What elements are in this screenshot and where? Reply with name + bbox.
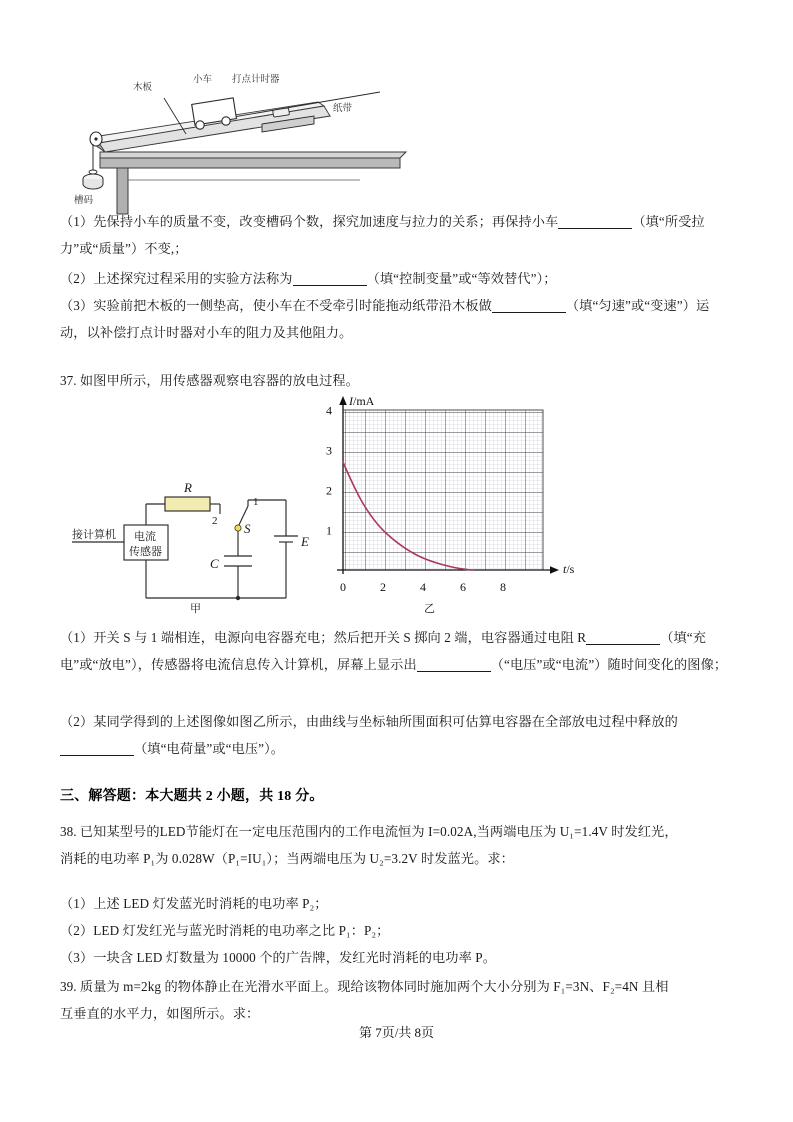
label-resistor: R <box>184 480 192 495</box>
q37-part1-lead: （1）开关 S 与 1 端相连，电源向电容器充电；然后把开关 S 掷向 2 端，电容器通过电阻 R <box>60 630 587 645</box>
section-3-heading: 三、解答题：本大题共 2 小题，共 18 分。 <box>60 789 324 804</box>
junction-dot <box>236 596 240 600</box>
q37-part2 <box>60 708 732 762</box>
q39-line2: 互垂直的水平力，如图所示。求： <box>60 1006 260 1021</box>
q37-part2-tail: （填“电荷量”或“电压”）。 <box>134 741 285 756</box>
x-tick-2: 2 <box>380 580 386 594</box>
label-to-computer: 接计算机 <box>72 528 116 541</box>
q38-stem-line1 <box>60 818 732 845</box>
q38-part3: （3）一块含 LED 灯数量为 10000 个的广告牌，发红光时消耗的电功率 P。 <box>60 950 496 965</box>
q37-stem <box>60 367 732 394</box>
q37-part1-mid: （填“充电”或“放电”），传感器将电流信息传入计算机，屏幕上显示出 <box>60 630 707 672</box>
figure-caption-jia: 甲 <box>190 602 201 615</box>
label-capacitor: C <box>210 556 219 571</box>
answer-blank[interactable] <box>60 755 134 756</box>
q39-line1 <box>60 973 732 1000</box>
page-footer: 第 7页/共 8页 <box>358 1025 435 1040</box>
q36-part3 <box>60 292 732 346</box>
q36-part3-tail: （填“匀速”或“变速”）运动，以补偿打点计时器对小车的阻力及其他阻力。 <box>60 298 710 340</box>
label-tape: 纸带 <box>333 103 353 114</box>
answer-blank[interactable] <box>558 228 632 229</box>
label-terminal-2: 2 <box>212 515 218 527</box>
q36-part1 <box>60 208 732 262</box>
switch-pivot-icon <box>235 525 241 531</box>
y-tick-3: 3 <box>326 443 332 458</box>
label-terminal-1: 1 <box>253 496 259 508</box>
q37-stem-text: 如图甲所示，用传感器观察电容器的放电过程。 <box>79 373 359 388</box>
label-sensor-line1: 电流 <box>134 530 156 543</box>
label-sensor-line2: 传感器 <box>129 545 162 558</box>
capacitor-circuit-figure <box>72 478 322 613</box>
label-board: 木板 <box>133 82 153 93</box>
q38-number: 38. <box>60 824 77 839</box>
q36-part1-lead: （1）先保持小车的质量不变，改变槽码个数，探究加速度与拉力的关系；再保持小车 <box>60 214 559 229</box>
x-axis-arrow <box>550 566 559 574</box>
label-battery: E <box>301 534 309 549</box>
inclined-board-figure <box>60 40 420 206</box>
q37-part1-tail: （“电压”或“电流”）随时间变化的图像； <box>490 657 728 672</box>
q37-part2-lead: （2）某同学得到的上述图像如图乙所示，由曲线与坐标轴所围面积可估算电容器在全部放电过程中释放的 <box>60 714 678 729</box>
label-weights: 槽码 <box>74 195 94 206</box>
answer-blank[interactable] <box>492 312 566 313</box>
q39-line1-text: 质量为 m=2kg 的物体静止在光滑水平面上。现给该物体同时施加两个大小分别为 F₁=3N、F₂=4N 且相 <box>79 979 669 994</box>
q38-part1: （1）上述 LED 灯发蓝光时消耗的电功率 P₂； <box>60 896 328 911</box>
q37-part1 <box>60 624 732 678</box>
x-axis-label: t/s <box>563 562 575 576</box>
x-tick-8: 8 <box>500 580 506 594</box>
q39-number: 39. <box>60 979 77 994</box>
q36-part3-lead: （3）实验前把木板的一侧垫高，使小车在不受牵引时能拖动纸带沿木板做 <box>60 298 492 313</box>
y-axis-label: I/mA <box>349 394 375 408</box>
y-tick-2: 2 <box>326 483 332 498</box>
y-axis-arrow <box>339 396 347 405</box>
y-tick-4: 4 <box>326 403 332 418</box>
answer-blank[interactable] <box>417 671 491 672</box>
y-tick-1: 1 <box>326 523 332 538</box>
q36-part2-tail: （填“控制变量”或“等效替代”）； <box>366 271 557 286</box>
figure-caption-yi: 乙 <box>424 602 435 615</box>
x-tick-0: 0 <box>340 580 346 594</box>
current-time-graph <box>325 392 575 607</box>
q36-part1-tail: （填“所受拉力”或“质量”）不变,； <box>60 214 705 256</box>
q36-part2 <box>60 265 732 292</box>
q37-number: 37. <box>60 373 77 388</box>
label-cart: 小车 <box>193 74 213 85</box>
q38-stem-line1-text: 已知某型号的LED节能灯在一定电压范围内的工作电流恒为 I=0.02A,当两端电压为 U₁=1.4V 时发红光， <box>79 824 678 839</box>
q38-part2: （2）LED 灯发红光与蓝光时消耗的电功率之比 P₁：P₂； <box>60 923 390 938</box>
answer-blank[interactable] <box>293 285 367 286</box>
answer-blank[interactable] <box>586 644 660 645</box>
q36-part2-lead: （2）上述探究过程采用的实验方法称为 <box>60 271 293 286</box>
label-switch: S <box>244 521 251 536</box>
q38-stem-line2: 消耗的电功率 P₁为 0.028W（P₁=IU₁）；当两端电压为 U₂=3.2V 时发蓝光。求： <box>60 851 514 866</box>
x-tick-6: 6 <box>460 580 466 594</box>
label-timer: 打点计时器 <box>232 74 280 85</box>
x-tick-4: 4 <box>420 580 426 594</box>
